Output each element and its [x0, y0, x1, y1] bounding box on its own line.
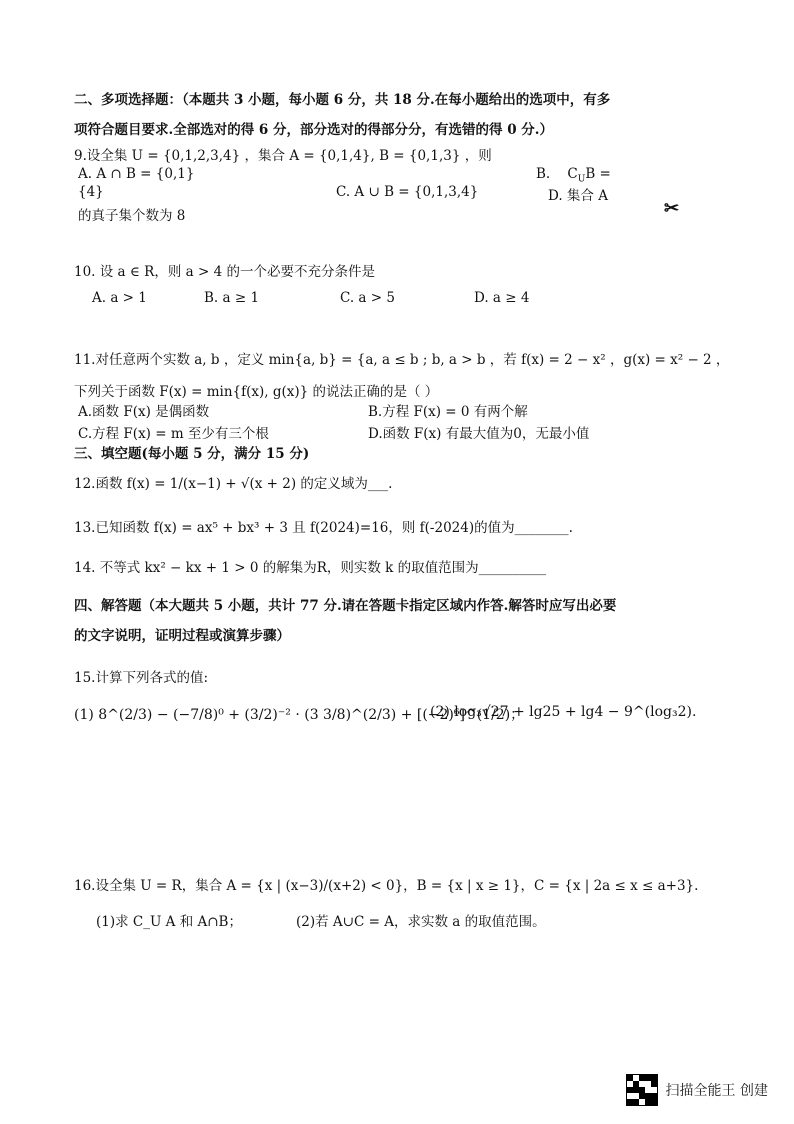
section4-header-line2: 的文字说明，证明过程或演算步骤）: [74, 628, 290, 644]
q11-option-b: B.方程 F(x) = 0 有两个解: [368, 404, 528, 420]
q11-option-c: C.方程 F(x) = m 至少有三个根: [78, 426, 269, 442]
q15-part1: (1) 8^(2/3) − (−7/8)⁰ + (3/2)⁻² · (3 3/8)^(2/3) + [(−2)⁶]^(1/2)；: [74, 707, 525, 723]
q16-stem: 16.设全集 U = R，集合 A = {x | (x−3)/(x+2) < 0}，B = {x | x ≥ 1}，C = {x | 2a ≤ x ≤ a+3}.: [74, 878, 699, 894]
q9-option-d: D. 集合 A: [548, 188, 608, 204]
q9-option-b: B. $C_UB$ =: [536, 166, 611, 185]
q10-option-a: A. a > 1: [92, 290, 147, 306]
q13-text: 13.已知函数 f(x) = ax⁵ + bx³ + 3 且 f(2024)=16，则 f(-2024)的值为________.: [74, 520, 573, 536]
q10-option-d: D. a ≥ 4: [474, 290, 530, 306]
q9-option-d-cont: 的真子集个数为 8: [78, 208, 186, 224]
q10-option-c: C. a > 5: [340, 290, 395, 306]
section2-header-line1: 二、多项选择题：（本题共 3 小题，每小题 6 分，共 18 分.在每小题给出的选项中，有多: [74, 92, 611, 108]
q11-option-a: A.函数 F(x) 是偶函数: [78, 404, 210, 420]
q11-option-d: D.函数 F(x) 有最大值为0，无最小值: [368, 426, 590, 442]
section2-header-line2: 项符合题目要求.全部选对的得 6 分，部分选对的得部分分，有选错的得 0 分.）: [74, 122, 553, 138]
section4-header-line1: 四、解答题（本大题共 5 小题，共计 77 分.请在答题卡指定区域内作答.解答时应写出必要: [74, 598, 617, 614]
q11-stem: 11.对任意两个实数 a, b ，定义 min{a, b} = {a, a ≤ b ; b, a > b ，若 f(x) = 2 − x² ，g(x) = x² − 2 ，: [74, 352, 730, 368]
q10-stem: 10. 设 a ∈ R，则 a > 4 的一个必要不充分条件是: [74, 264, 375, 280]
q10-option-b: B. a ≥ 1: [204, 290, 260, 306]
q15-stem: 15.计算下列各式的值:: [74, 670, 209, 686]
qr-code-icon: [626, 1074, 658, 1106]
q9-stem: 9.设全集 U = {0,1,2,3,4} ，集合 A = {0,1,4}, B = {0,1,3} ，则: [74, 148, 492, 164]
q16-part1: (1)求 C_U A 和 A∩B；: [96, 914, 242, 930]
q16-part2: (2)若 A∪C = A，求实数 a 的取值范围。: [296, 914, 546, 930]
q9-option-b-cont: {4}: [78, 184, 104, 200]
q11-stem2: 下列关于函数 F(x) = min{f(x), g(x)} 的说法正确的是（ ）: [74, 384, 439, 400]
q12-text: 12.函数 f(x) = 1/(x−1) + √(x + 2) 的定义域为___.: [74, 476, 393, 492]
scanner-footer: [626, 1074, 768, 1106]
section3-header: 三、填空题(每小题 5 分，满分 15 分): [74, 446, 310, 462]
q9-option-a: A. A ∩ B = {0,1}: [78, 166, 195, 182]
q9-option-c: C. A ∪ B = {0,1,3,4}: [336, 184, 479, 200]
footer-label: 扫描全能王 创建: [665, 1083, 768, 1099]
q15-part2: (2) log₃√27 + lg25 + lg4 − 9^(log₃2).: [430, 704, 697, 720]
q14-text: 14. 不等式 kx² − kx + 1 > 0 的解集为R，则实数 k 的取值范围为__________: [74, 560, 547, 576]
scissor-mark-icon: ✂: [664, 198, 680, 219]
